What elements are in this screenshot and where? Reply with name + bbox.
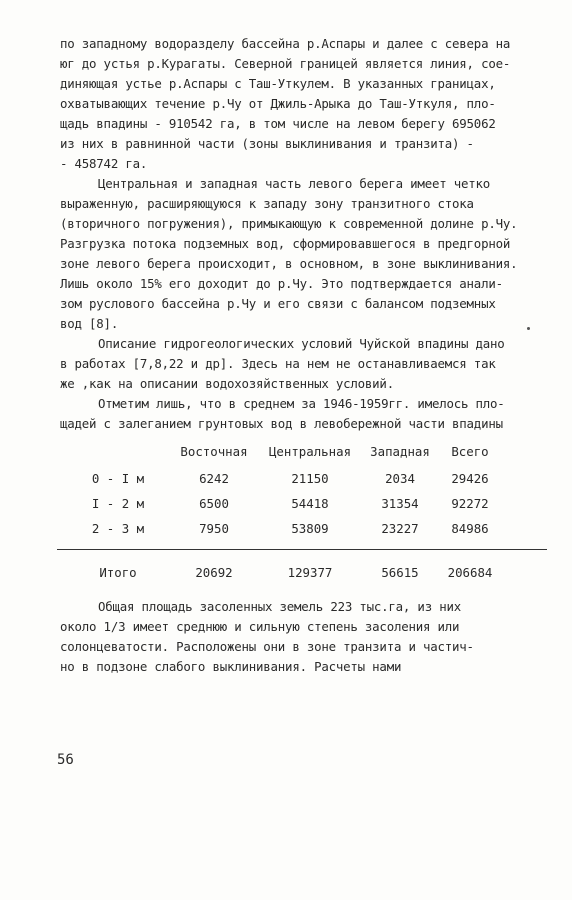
text-line: охватывающих течение р.Чу от Джиль-Арыка до Таш-Уткуля, пло- [60,96,496,111]
table-cell: 29426 [451,471,489,486]
table-header: Восточная [180,444,248,459]
table-cell: 21150 [291,471,329,486]
table-header: Центральная [268,444,352,459]
text-line: диняющая устье р.Аспары с Таш-Уткулем. В указанных границах, [60,76,496,91]
text-line: щадей с залеганием грунтовых вод в левобережной части впадины [60,416,503,431]
table-total-cell: 206684 [447,565,493,580]
table-row-label: 0 - I м [91,471,145,486]
table-header: Всего [451,444,489,459]
table-cell: 6242 [199,471,229,486]
text-line: из них в равнинной части (зоны выклинивания и транзита) - [60,136,474,151]
table-cell: 84986 [451,521,489,536]
text-line: выраженную, расширяющуюся к западу зону транзитного стока [60,196,474,211]
table-row-label: 2 - 3 м [91,521,145,536]
text-line: зом руслового бассейна р.Чу и его связи с балансом подземных [60,296,496,311]
text-line: Описание гидрогеологических условий Чуйской впадины дано [98,336,505,351]
text-line: (вторичного погружения), примыкающую к современной долине р.Чу. [60,216,518,231]
text-line: Отметим лишь, что в среднем за 1946-1959гг. имелось пло- [98,396,505,411]
text-line: солонцеватости. Расположены они в зоне транзита и частич- [60,639,474,654]
table-total-label: Итого [99,565,137,580]
table-cell: 2034 [385,471,415,486]
table-row-label: I - 2 м [91,496,145,511]
text-line: же ,как на описании водохозяйственных условий. [60,376,394,391]
text-line: юг до устья р.Курагаты. Северной границей является линия, сое- [60,56,511,71]
text-line: по западному водоразделу бассейна р.Аспары и далее с севера на [60,36,511,51]
text-line: зоне левого берега происходит, в основном, в зоне выклинивания. [60,256,518,271]
table-cell: 6500 [199,496,229,511]
table-cell: 54418 [291,496,329,511]
text-line: Центральная и западная часть левого берега имеет четко [98,176,491,191]
table-cell: 92272 [451,496,489,511]
table-total-cell: 129377 [287,565,333,580]
text-line: - 458742 га. [60,156,148,171]
text-line: Лишь около 15% его доходит до р.Чу. Это подтверждается анали- [60,276,503,291]
text-line: Разгрузка потока подземных вод, сформировавшегося в предгорной [60,236,511,251]
page-number: 56 [57,752,74,768]
table-header: Западная [370,444,430,459]
table-cell: 53809 [291,521,329,536]
table-total-cell: 20692 [195,565,233,580]
ink-speck [527,327,530,330]
table-divider [57,549,547,550]
text-line: но в подзоне слабого выклинивания. Расчеты нами [60,659,402,674]
table-cell: 31354 [381,496,419,511]
text-line: около 1/3 имеет среднюю и сильную степень засоления или [60,619,460,634]
text-line: Общая площадь засоленных земель 223 тыс.га, из них [98,599,461,614]
text-line: вод [8]. [60,316,119,331]
table-cell: 7950 [199,521,229,536]
text-line: в работах [7,8,22 и др]. Здесь на нем не останавливаемся так [60,356,496,371]
text-line: щадь впадины - 910542 га, в том числе на левом берегу 695062 [60,116,496,131]
table-cell: 23227 [381,521,419,536]
table-total-cell: 56615 [381,565,419,580]
